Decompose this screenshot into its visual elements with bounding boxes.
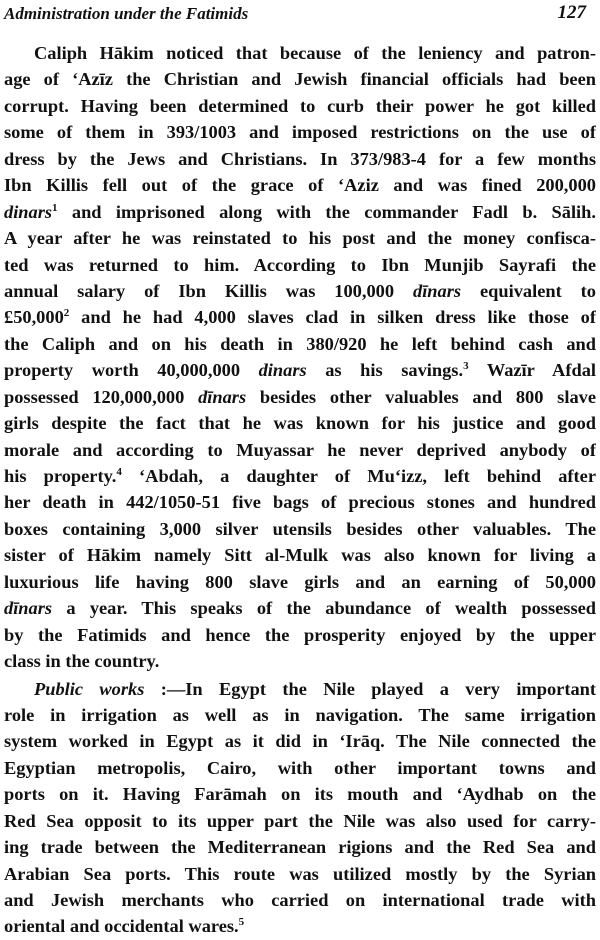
text-line: sister of Hākim namely Sitt al-Mulk was also known for living a xyxy=(4,545,596,566)
text-run: and he had 4,000 slaves clad in silken dress like those of xyxy=(69,307,596,328)
text-run: property worth 40,000,000 xyxy=(4,360,259,381)
paragraph-2-public-works xyxy=(4,676,596,940)
paragraph-1 xyxy=(4,40,596,675)
text-line: by the Fatimids and hence the prosperity enjoyed by the upper xyxy=(4,624,596,645)
text-line xyxy=(4,913,596,939)
text-line: her death in 442/1050-51 five bags of precious stones and hundred xyxy=(4,492,596,513)
text-line: ing trade between the Mediterranean rigions and the Red Sea and xyxy=(4,837,596,858)
text-run: :—In Egypt the Nile played a very important xyxy=(144,678,596,699)
text-line xyxy=(4,676,596,702)
text-run: possessed 120,000,000 xyxy=(4,386,199,407)
text-line: morale and according to Muyassar he never deprived anybody of xyxy=(4,439,596,460)
text-line xyxy=(4,384,596,410)
text-line: the Caliph and on his death in 380/920 he left behind cash and xyxy=(4,333,596,354)
italic-term: dīnars xyxy=(4,598,53,619)
italic-term: dinars xyxy=(258,360,307,381)
text-line xyxy=(4,357,596,383)
italic-term: dīnars xyxy=(198,386,247,407)
text-line: ports on it. Having Farāmah on its mouth and ‘Aydhab on the xyxy=(4,784,596,805)
text-line: A year after he was reinstated to his post and the money confisca- xyxy=(4,228,596,249)
text-run: £50,000 xyxy=(4,307,64,328)
text-run: ‘Abdah, a daughter of Mu‘izz, left behind after xyxy=(121,466,596,486)
running-head: Administration under the Fatimids xyxy=(4,4,249,23)
text-line xyxy=(4,595,596,621)
footnote-ref: 5 xyxy=(238,916,245,929)
text-run: Wazīr Afdal xyxy=(468,360,596,381)
text-line: age of ‘Azīz the Christian and Jewish financial officials had been xyxy=(4,69,596,90)
footnote-ref: 4 xyxy=(116,465,122,478)
body-text xyxy=(4,40,596,940)
text-line: corrupt. Having been determined to curb their power he got killed xyxy=(4,95,596,116)
text-line: role in irrigation as well as in navigation. The same irrigation xyxy=(4,704,596,725)
text-line xyxy=(4,199,596,225)
text-line: and Jewish merchants who carried on international trade with xyxy=(4,890,596,910)
text-run: oriental and occidental wares. xyxy=(4,916,239,937)
text-line: some of them in 393/1003 and imposed restrictions on the use of xyxy=(4,122,596,143)
text-line: girls despite the fact that he was known for his justice and good xyxy=(4,413,596,434)
text-run: annual salary of Ibn Killis was 100,000 xyxy=(4,280,413,301)
text-run: a year. This speaks of the abundance of wealth possessed xyxy=(52,598,596,619)
footnote-ref: 1 xyxy=(52,201,58,214)
footnote-ref: 2 xyxy=(63,307,70,320)
footnote-ref: 3 xyxy=(463,360,469,373)
text-line: Egyptian metropolis, Cairo, with other important towns and xyxy=(4,757,596,778)
italic-term: Public works xyxy=(34,678,145,699)
text-run: equivalent to xyxy=(461,280,596,301)
text-line xyxy=(4,304,596,330)
text-line: class in the country. xyxy=(4,651,160,672)
text-line: Caliph Hākim noticed that because of the leniency and patron- xyxy=(34,43,596,63)
text-run: and imprisoned along with the commander Fadl b. Sālih. xyxy=(57,201,596,222)
text-line: boxes containing 3,000 silver utensils besides other valuables. The xyxy=(4,518,596,539)
page-number: 127 xyxy=(557,2,586,23)
text-line: Red Sea opposit to its upper part the Nile was also used for carry- xyxy=(4,810,596,831)
text-line: Arabian Sea ports. This route was utilized mostly by the Syrian xyxy=(4,863,596,884)
text-run: his property. xyxy=(4,466,117,486)
text-line: system worked in Egypt as it did in ‘Irāq. The Nile connected the xyxy=(4,731,596,752)
italic-term: dīnars xyxy=(413,280,462,301)
text-line xyxy=(4,278,596,304)
text-line xyxy=(4,463,596,489)
text-line: luxurious life having 800 slave girls and an earning of 50,000 xyxy=(4,571,596,592)
text-line: ted was returned to him. According to Ibn Munjib Sayrafi the xyxy=(4,254,596,275)
italic-term: dinars xyxy=(4,201,53,222)
text-line: Ibn Killis fell out of the grace of ‘Aziz and was fined 200,000 xyxy=(4,175,596,196)
text-run: as his savings. xyxy=(306,360,464,381)
text-line: dress by the Jews and Christians. In 373/983-4 for a few months xyxy=(4,148,596,169)
text-run: besides other valuables and 800 slave xyxy=(246,386,596,407)
